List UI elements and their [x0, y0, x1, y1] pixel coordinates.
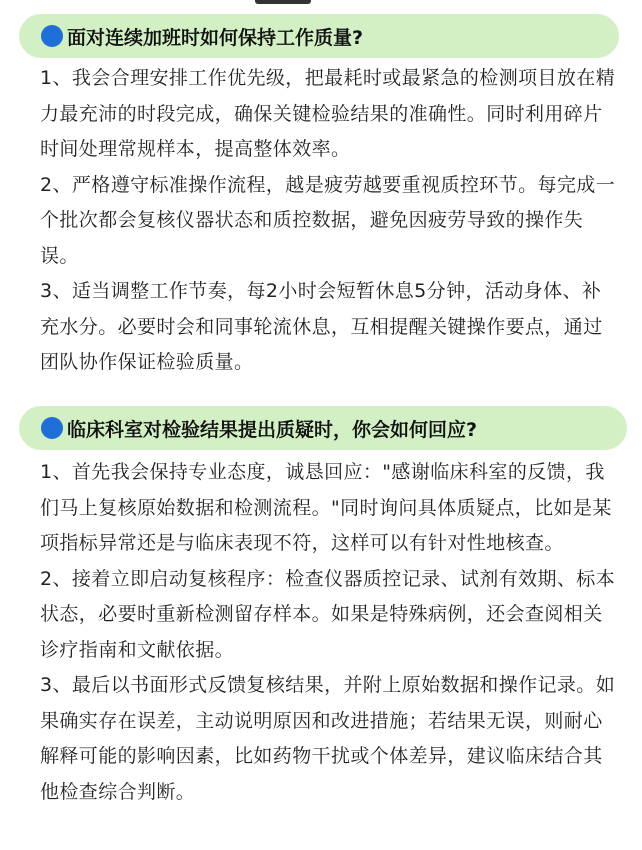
answer-paragraph: 1、首先我会保持专业态度，诚恳回应："感谢临床科室的反馈，我们马上复核原始数据和检测流程。"同时询问具体质疑点，比如是某项指标异常还是与临床表现不符，这样可以有针对性地核查。 [40, 461, 612, 554]
section-body [0, 61, 642, 381]
section-header [19, 14, 619, 58]
blue-circle-icon [41, 417, 63, 439]
answer-paragraph: 3、最后以书面形式反馈复核结果，并附上原始数据和操作记录。如果确实存在误差，主动说明原因和改进措施；若结果无误，则耐心解释可能的影响因素，比如药物干扰或个体差异，建议临床结合其他检查综合判断。 [40, 674, 616, 803]
section-title: 临床科室对检验结果提出质疑时，你会如何回应? [67, 418, 478, 441]
section-title: 面对连续加班时如何保持工作质量? [67, 26, 364, 49]
qa-section-clinical-query [0, 406, 642, 810]
section-header [19, 406, 627, 450]
top-decoration-bar [255, 0, 311, 4]
section-body [0, 455, 642, 810]
answer-paragraph: 2、严格遵守标准操作流程，越是疲劳越要重视质控环节。每完成一个批次都会复核仪器状态和质控数据，避免因疲劳导致的操作失误。 [40, 173, 616, 267]
answer-paragraph: 3、适当调整工作节奏，每2小时会短暂休息5分钟，活动身体、补充水分。必要时会和同事轮流休息，互相提醒关键操作要点，通过团队协作保证检验质量。 [40, 280, 603, 373]
qa-section-overtime [0, 14, 642, 381]
answer-paragraph: 1、我会合理安排工作优先级，把最耗时或最紧急的检测项目放在精力最充沛的时段完成，确保关键检验结果的准确性。同时利用碎片时间处理常规样本，提高整体效率。 [40, 67, 616, 160]
blue-circle-icon [41, 25, 63, 47]
answer-paragraph: 2、接着立即启动复核程序：检查仪器质控记录、试剂有效期、标本状态，必要时重新检测留存样本。如果是特殊病例，还会查阅相关诊疗指南和文献依据。 [40, 567, 616, 661]
